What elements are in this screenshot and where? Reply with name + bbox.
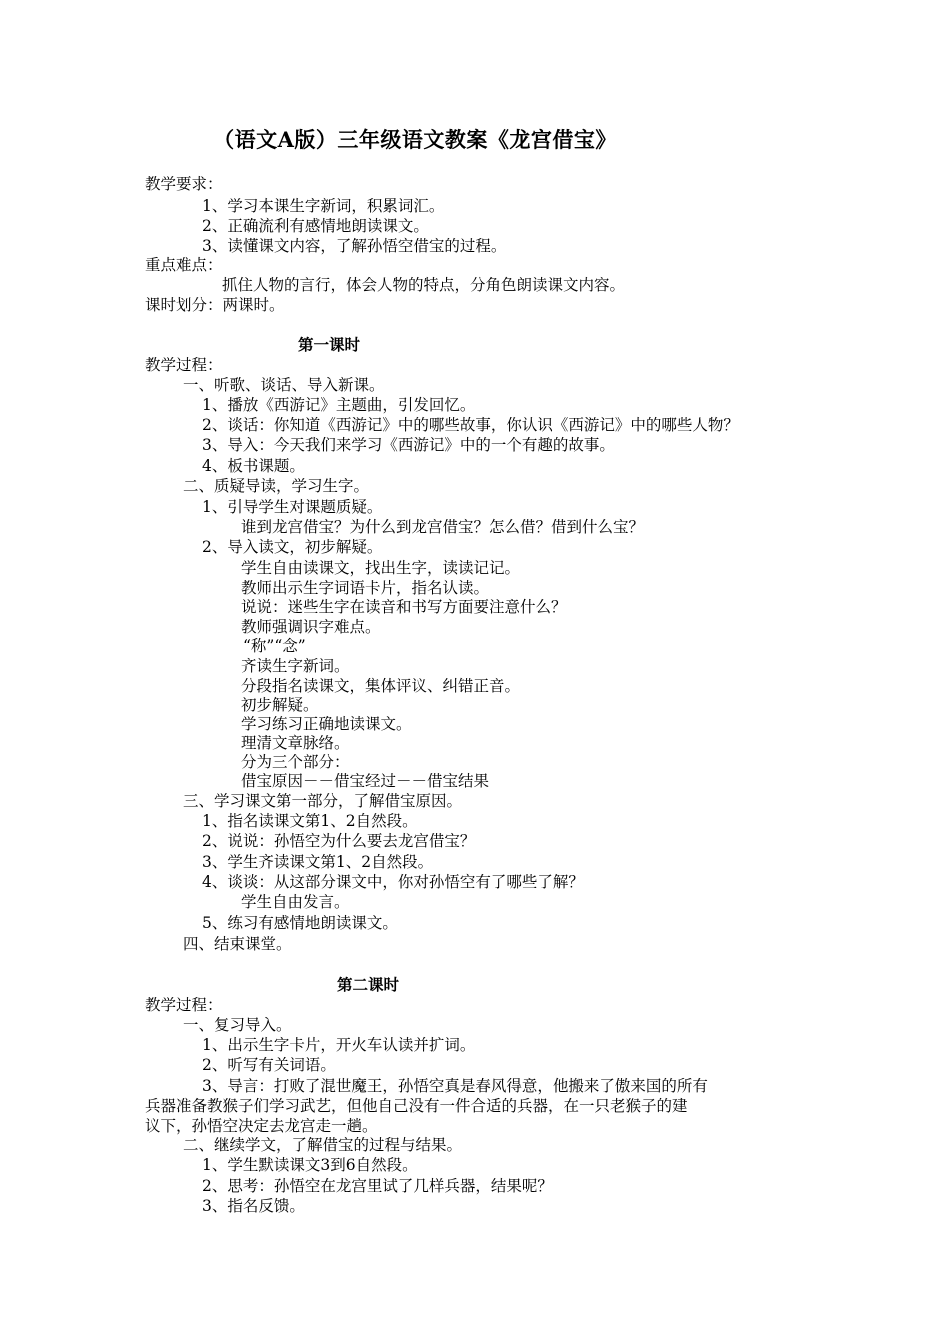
text-line: 教师强调识字难点。 xyxy=(241,618,381,636)
text-line: 谁到龙宫借宝？为什么到龙宫借宝？怎么借？借到什么宝？ xyxy=(241,518,645,536)
text-line: 3、导言：打败了混世魔王，孙悟空真是春风得意，他搬来了傲来国的所有 xyxy=(202,1077,708,1095)
text-line: 3、导入：今天我们来学习《西游记》中的一个有趣的故事。 xyxy=(202,436,615,454)
text-line: 教学过程： xyxy=(145,356,223,374)
text-line: 3、学生齐读课文第1、2自然段。 xyxy=(202,853,434,871)
text-line: 1、学生默读课文3到6自然段。 xyxy=(202,1156,418,1174)
text-line: 2、谈话：你知道《西游记》中的哪些故事，你认识《西游记》中的哪些人物？ xyxy=(202,416,739,434)
text-line: 二、继续学文，了解借宝的过程与结果。 xyxy=(183,1136,463,1154)
text-line: 1、学习本课生字新词，积累词汇。 xyxy=(202,197,445,215)
text-line: 齐读生字新词。 xyxy=(241,657,350,675)
text-line: 2、听写有关词语。 xyxy=(202,1056,336,1074)
text-line: 抓住人物的言行，体会人物的特点，分角色朗读课文内容。 xyxy=(222,276,626,294)
text-line: 理清文章脉络。 xyxy=(241,734,350,752)
text-line: 学习练习正确地读课文。 xyxy=(241,715,412,733)
text-line: 学生自由发言。 xyxy=(241,893,350,911)
text-line: 1、引导学生对课题质疑。 xyxy=(202,498,383,516)
text-line: 分为三个部分： xyxy=(241,753,350,771)
text-line: 4、板书课题。 xyxy=(202,457,305,475)
text-line: 说说：迷些生字在读音和书写方面要注意什么？ xyxy=(241,598,567,616)
text-line: 1、指名读课文第1、2自然段。 xyxy=(202,812,418,830)
text-line: 学生自由读课文，找出生字，读读记记。 xyxy=(241,559,521,577)
text-line: 重点难点： xyxy=(145,256,223,274)
text-line: 教学过程： xyxy=(145,996,223,1014)
text-line: 四、结束课堂。 xyxy=(183,935,292,953)
text-line: 借宝原因－－借宝经过－－借宝结果 xyxy=(241,772,490,790)
text-line: 分段指名读课文，集体评议、纠错正音。 xyxy=(241,677,521,695)
text-line: 课时划分：两课时。 xyxy=(145,296,285,314)
text-line: 2、导入读文，初步解疑。 xyxy=(202,538,383,556)
text-line: 一、复习导入。 xyxy=(183,1016,292,1034)
section-heading: 第二课时 xyxy=(337,975,400,994)
text-line: 1、出示生字卡片，开火车认读并扩词。 xyxy=(202,1036,476,1054)
text-line: 教学要求： xyxy=(145,175,223,193)
text-line: 教师出示生字词语卡片，指名认读。 xyxy=(241,579,490,597)
document-title: （语文A版）三年级语文教案《龙宫借宝》 xyxy=(213,127,617,152)
text-line: 一、听歌、谈话、导入新课。 xyxy=(183,376,385,394)
text-line: 三、学习课文第一部分，了解借宝原因。 xyxy=(183,792,463,810)
text-line: 兵器准备教猴子们学习武艺，但他自己没有一件合适的兵器，在一只老猴子的建 xyxy=(145,1097,688,1115)
text-line: 3、读懂课文内容，了解孙悟空借宝的过程。 xyxy=(202,237,507,255)
text-line: 议下，孙悟空决定去龙宫走一趟。 xyxy=(145,1117,378,1135)
text-line: 2、正确流利有感情地朗读课文。 xyxy=(202,217,429,235)
text-line: 4、谈谈：从这部分课文中，你对孙悟空有了哪些了解？ xyxy=(202,873,584,891)
text-line: 初步解疑。 xyxy=(241,696,319,714)
text-line: “称”“念” xyxy=(243,637,306,655)
section-heading: 第一课时 xyxy=(298,335,361,354)
text-line: 1、播放《西游记》主题曲，引发回忆。 xyxy=(202,396,476,414)
text-line: 二、质疑导读，学习生字。 xyxy=(183,477,370,495)
text-line: 2、思考：孙悟空在龙宫里试了几样兵器，结果呢？ xyxy=(202,1177,553,1195)
text-line: 3、指名反馈。 xyxy=(202,1197,305,1215)
text-line: 2、说说：孙悟空为什么要去龙宫借宝？ xyxy=(202,832,476,850)
text-line: 5、练习有感情地朗读课文。 xyxy=(202,914,398,932)
